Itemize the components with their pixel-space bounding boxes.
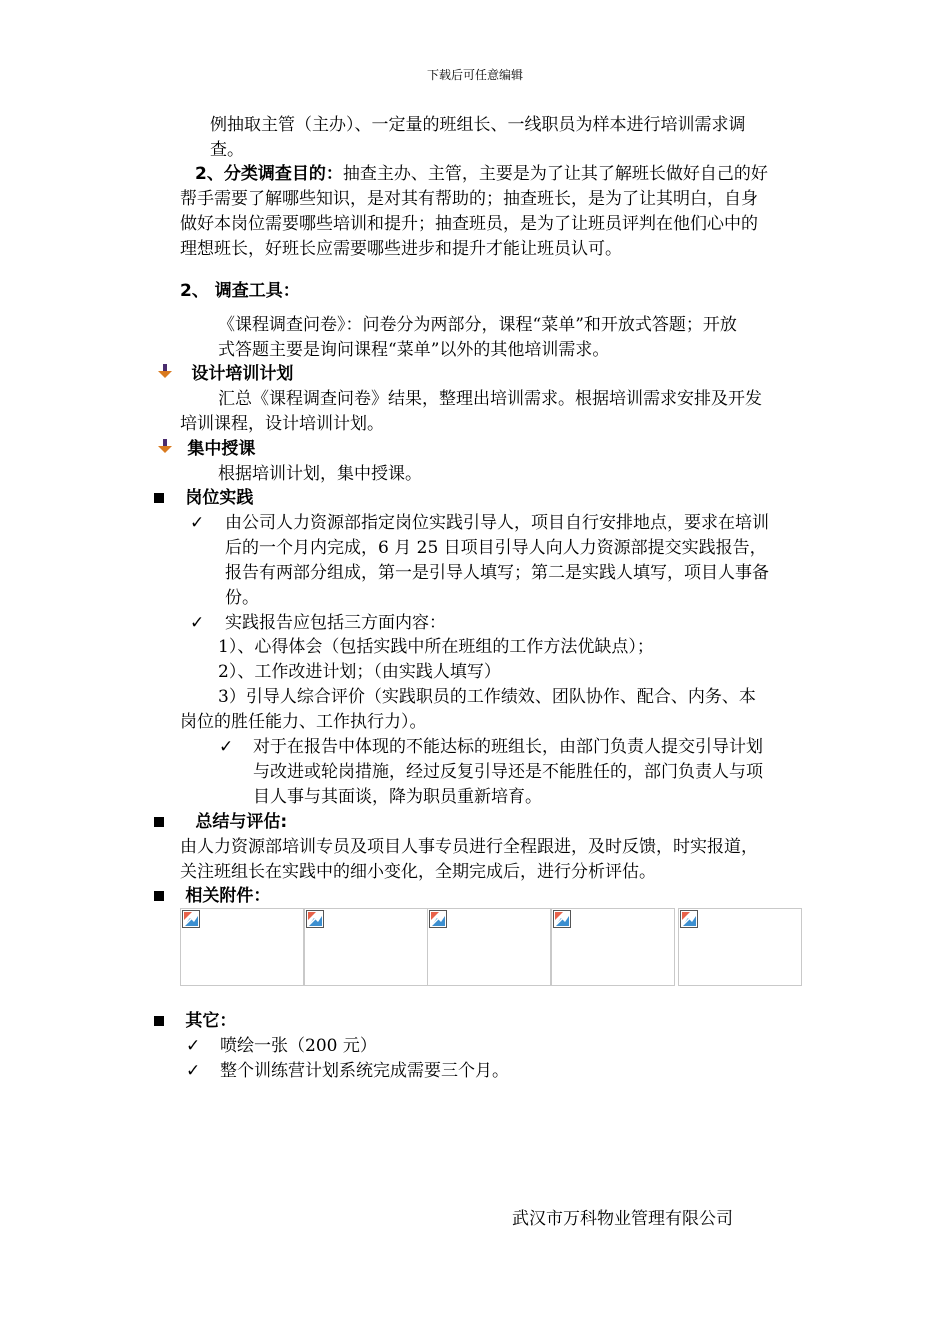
intro-line-2: 查。 — [210, 140, 244, 160]
other-check-1 — [186, 1034, 200, 1059]
practice-c1-line-1: 由公司人力资源部指定岗位实践引导人，项目自行安排地点，要求在培训 — [225, 513, 769, 533]
broken-image-icon — [182, 910, 200, 928]
practice-c2-item-3b: 岗位的胜任能力、工作执行力）。 — [180, 712, 427, 732]
practice-c1-line-4: 份。 — [225, 588, 259, 608]
practice-c2-item-3a: 3）引导人综合评价（实践职员的工作绩效、团队协作、配合、内务、本 — [218, 687, 756, 707]
other-title: 其它： — [185, 1011, 237, 1031]
check-mark-icon: ✓ — [186, 1061, 201, 1081]
other-item-2: 整个训练营计划系统完成需要三个月。 — [220, 1061, 509, 1081]
black-square-icon — [154, 817, 164, 827]
design-heading — [158, 362, 293, 387]
purpose-line-4: 理想班长，好班长应需要哪些进步和提升才能让班员认可。 — [180, 239, 622, 259]
black-square-icon — [154, 1016, 164, 1026]
broken-image-icon — [553, 910, 571, 928]
design-line-2: 培训课程，设计培训计划。 — [180, 414, 384, 434]
practice-heading — [154, 486, 253, 511]
summary-heading — [154, 810, 287, 835]
practice-c2-item-2: 2）、工作改进计划；（由实践人填写） — [218, 662, 501, 682]
company-name: 武汉市万科物业管理有限公司 — [512, 1209, 733, 1229]
practice-check-1 — [190, 511, 204, 536]
summary-line-2: 关注班组长在实践中的细小变化，全期完成后，进行分析评估。 — [180, 862, 656, 882]
purpose-line-1 — [195, 162, 768, 187]
check-mark-icon: ✓ — [186, 1036, 201, 1056]
practice-c3-line-3: 目人事与其面谈，降为职员重新培育。 — [253, 787, 542, 807]
practice-c1-line-3: 报告有两部分组成，第一是引导人填写；第二是实践人填写，项目人事备 — [225, 563, 769, 583]
check-mark-icon: ✓ — [219, 737, 234, 757]
design-line-1: 汇总《课程调查问卷》结果，整理出培训需求。根据培训需求安排及开发 — [218, 389, 762, 409]
intro-line-1: 例抽取主管（主办）、一定量的班组长、一线职员为样本进行培训需求调 — [210, 115, 746, 135]
practice-c3-line-2: 与改进或轮岗措施，经过反复引导还是不能胜任的，部门负责人与项 — [253, 762, 763, 782]
purpose-line-2: 帮手需要了解哪些知识，是对其有帮助的；抽查班长，是为了让其明白，自身 — [180, 189, 758, 209]
down-arrow-icon — [158, 438, 172, 454]
teach-title: 集中授课 — [187, 439, 256, 459]
broken-image-icon — [680, 910, 698, 928]
tools-heading: 2、 调查工具： — [180, 281, 300, 301]
practice-c3-line-1: 对于在报告中体现的不能达标的班组长，由部门负责人提交引导计划 — [253, 737, 763, 757]
page-header-note: 下载后可任意编辑 — [426, 68, 523, 82]
attachment-4[interactable] — [551, 908, 675, 986]
attachment-3[interactable] — [427, 908, 551, 986]
practice-c2-line-1: 实践报告应包括三方面内容： — [225, 613, 446, 633]
practice-title: 岗位实践 — [185, 488, 254, 508]
attachment-2[interactable] — [304, 908, 428, 986]
purpose-line-3: 做好本岗位需要哪些培训和提升；抽查班员，是为了让班员评判在他们心中的 — [180, 214, 758, 234]
practice-check-3 — [219, 735, 233, 760]
tools-line-2: 式答题主要是询问课程“菜单”以外的其他培训需求。 — [218, 340, 610, 360]
attachment-1[interactable] — [180, 908, 304, 986]
check-mark-icon: ✓ — [190, 613, 205, 633]
teach-heading — [158, 437, 255, 462]
other-item-1: 喷绘一张（200 元） — [220, 1036, 377, 1056]
broken-image-icon — [306, 910, 324, 928]
practice-check-2 — [190, 611, 204, 636]
other-check-2 — [186, 1059, 200, 1084]
down-arrow-icon — [158, 363, 172, 379]
purpose-label: 2、分类调查目的： — [195, 164, 343, 184]
attachments-title: 相关附件： — [185, 886, 271, 906]
summary-line-1: 由人力资源部培训专员及项目人事专员进行全程跟进，及时反馈，时实报道， — [180, 837, 758, 857]
summary-title: 总结与评估: — [195, 812, 288, 832]
design-title: 设计培训计划 — [191, 364, 294, 384]
broken-image-icon — [429, 910, 447, 928]
practice-c1-line-2: 后的一个月内完成，6 月 25 日项目引导人向人力资源部提交实践报告， — [225, 538, 767, 558]
black-square-icon — [154, 891, 164, 901]
check-mark-icon: ✓ — [190, 513, 205, 533]
attachments-heading — [154, 884, 270, 909]
other-heading — [154, 1009, 236, 1034]
black-square-icon — [154, 493, 164, 503]
tools-line-1: 《课程调查问卷》：问卷分为两部分，课程“菜单”和开放式答题；开放 — [218, 315, 737, 335]
teach-line-1: 根据培训计划，集中授课。 — [218, 464, 422, 484]
purpose-text-1: 抽查主办、主管，主要是为了让其了解班长做好自己的好 — [342, 164, 768, 184]
attachment-5[interactable] — [678, 908, 802, 986]
practice-c2-item-1: 1）、心得体会（包括实践中所在班组的工作方法优缺点）； — [218, 637, 654, 657]
